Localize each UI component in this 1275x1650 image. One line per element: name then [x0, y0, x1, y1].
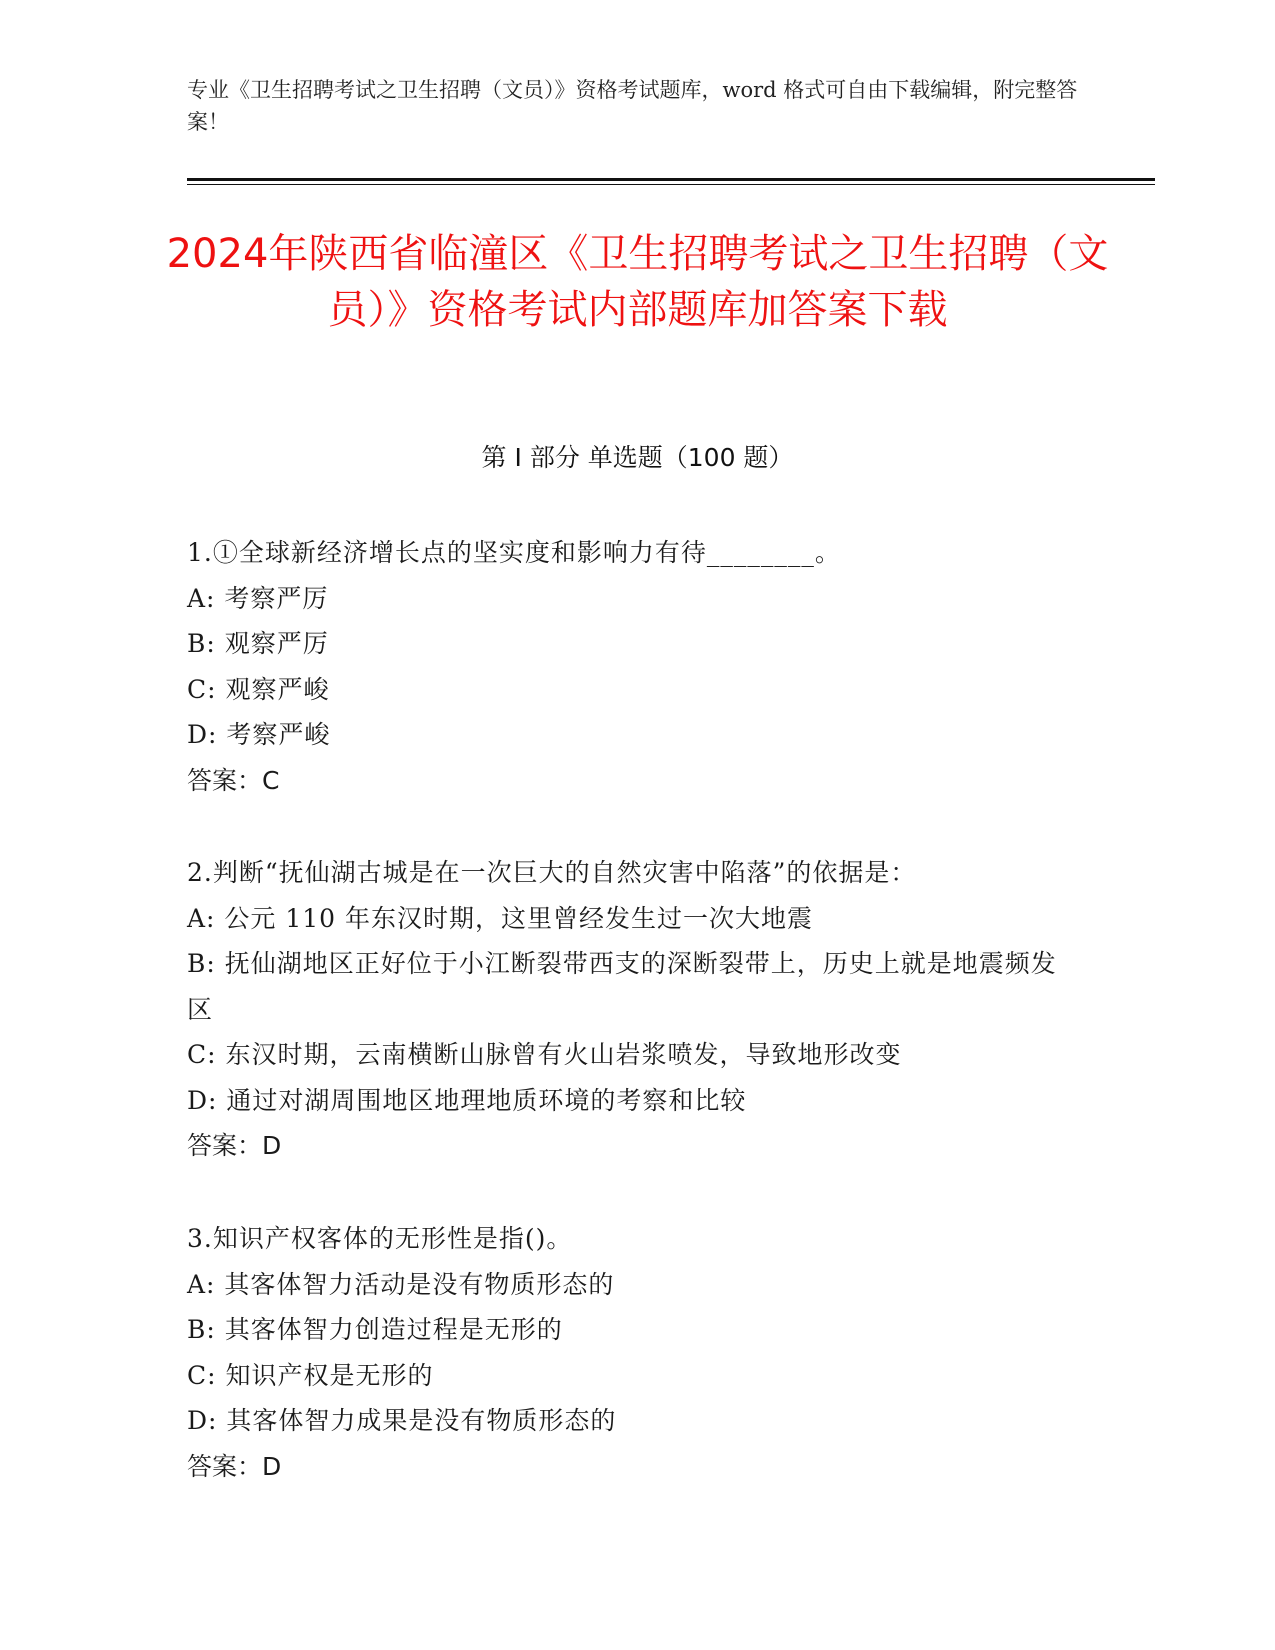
- option-b: B: 抚仙湖地区正好位于小江断裂带西支的深断裂带上，历史上就是地震频发区: [187, 949, 1057, 1024]
- question-2: [187, 850, 1087, 1169]
- header-divider-thin: [187, 184, 1155, 185]
- option-d: D: 通过对湖周围地区地理地质环境的考察和比较: [187, 1085, 747, 1115]
- option-c: C: 知识产权是无形的: [187, 1360, 434, 1390]
- option-c: C: 观察严峻: [187, 674, 330, 704]
- section-heading: 第 I 部分 单选题（100 题）: [481, 443, 794, 472]
- question-1: [187, 530, 1087, 803]
- option-a: A: 公元 110 年东汉时期，这里曾经发生过一次大地震: [187, 903, 814, 933]
- answer: 答案：D: [187, 1131, 282, 1160]
- option-a: A: 考察严厉: [187, 583, 329, 613]
- question-3: [187, 1216, 1087, 1489]
- option-d: D: 考察严峻: [187, 720, 331, 749]
- answer: 答案：D: [187, 1451, 282, 1481]
- answer: 答案：C: [187, 765, 280, 795]
- document-title: 2024年陕西省临潼区《卫生招聘考试之卫生招聘（文员）》资格考试内部题库加答案下载: [166, 231, 1109, 333]
- header-note: 专业《卫生招聘考试之卫生招聘（文员）》资格考试题库，word 格式可自由下载编辑，附完整答案！: [187, 78, 1078, 134]
- option-a: A: 其客体智力活动是没有物质形态的: [187, 1269, 615, 1299]
- question-stem: 3.知识产权客体的无形性是指()。: [187, 1224, 573, 1253]
- option-b: B: 观察严厉: [187, 629, 329, 658]
- header-divider-thick: [187, 178, 1155, 181]
- option-b: B: 其客体智力创造过程是无形的: [187, 1315, 563, 1344]
- option-d: D: 其客体智力成果是没有物质形态的: [187, 1406, 617, 1435]
- question-stem: 1.①全球新经济增长点的坚实度和影响力有待________。: [187, 538, 841, 567]
- question-stem: 2.判断“抚仙湖古城是在一次巨大的自然灾害中陷落”的依据是：: [187, 858, 917, 887]
- option-c: C: 东汉时期，云南横断山脉曾有火山岩浆喷发，导致地形改变: [187, 1040, 902, 1069]
